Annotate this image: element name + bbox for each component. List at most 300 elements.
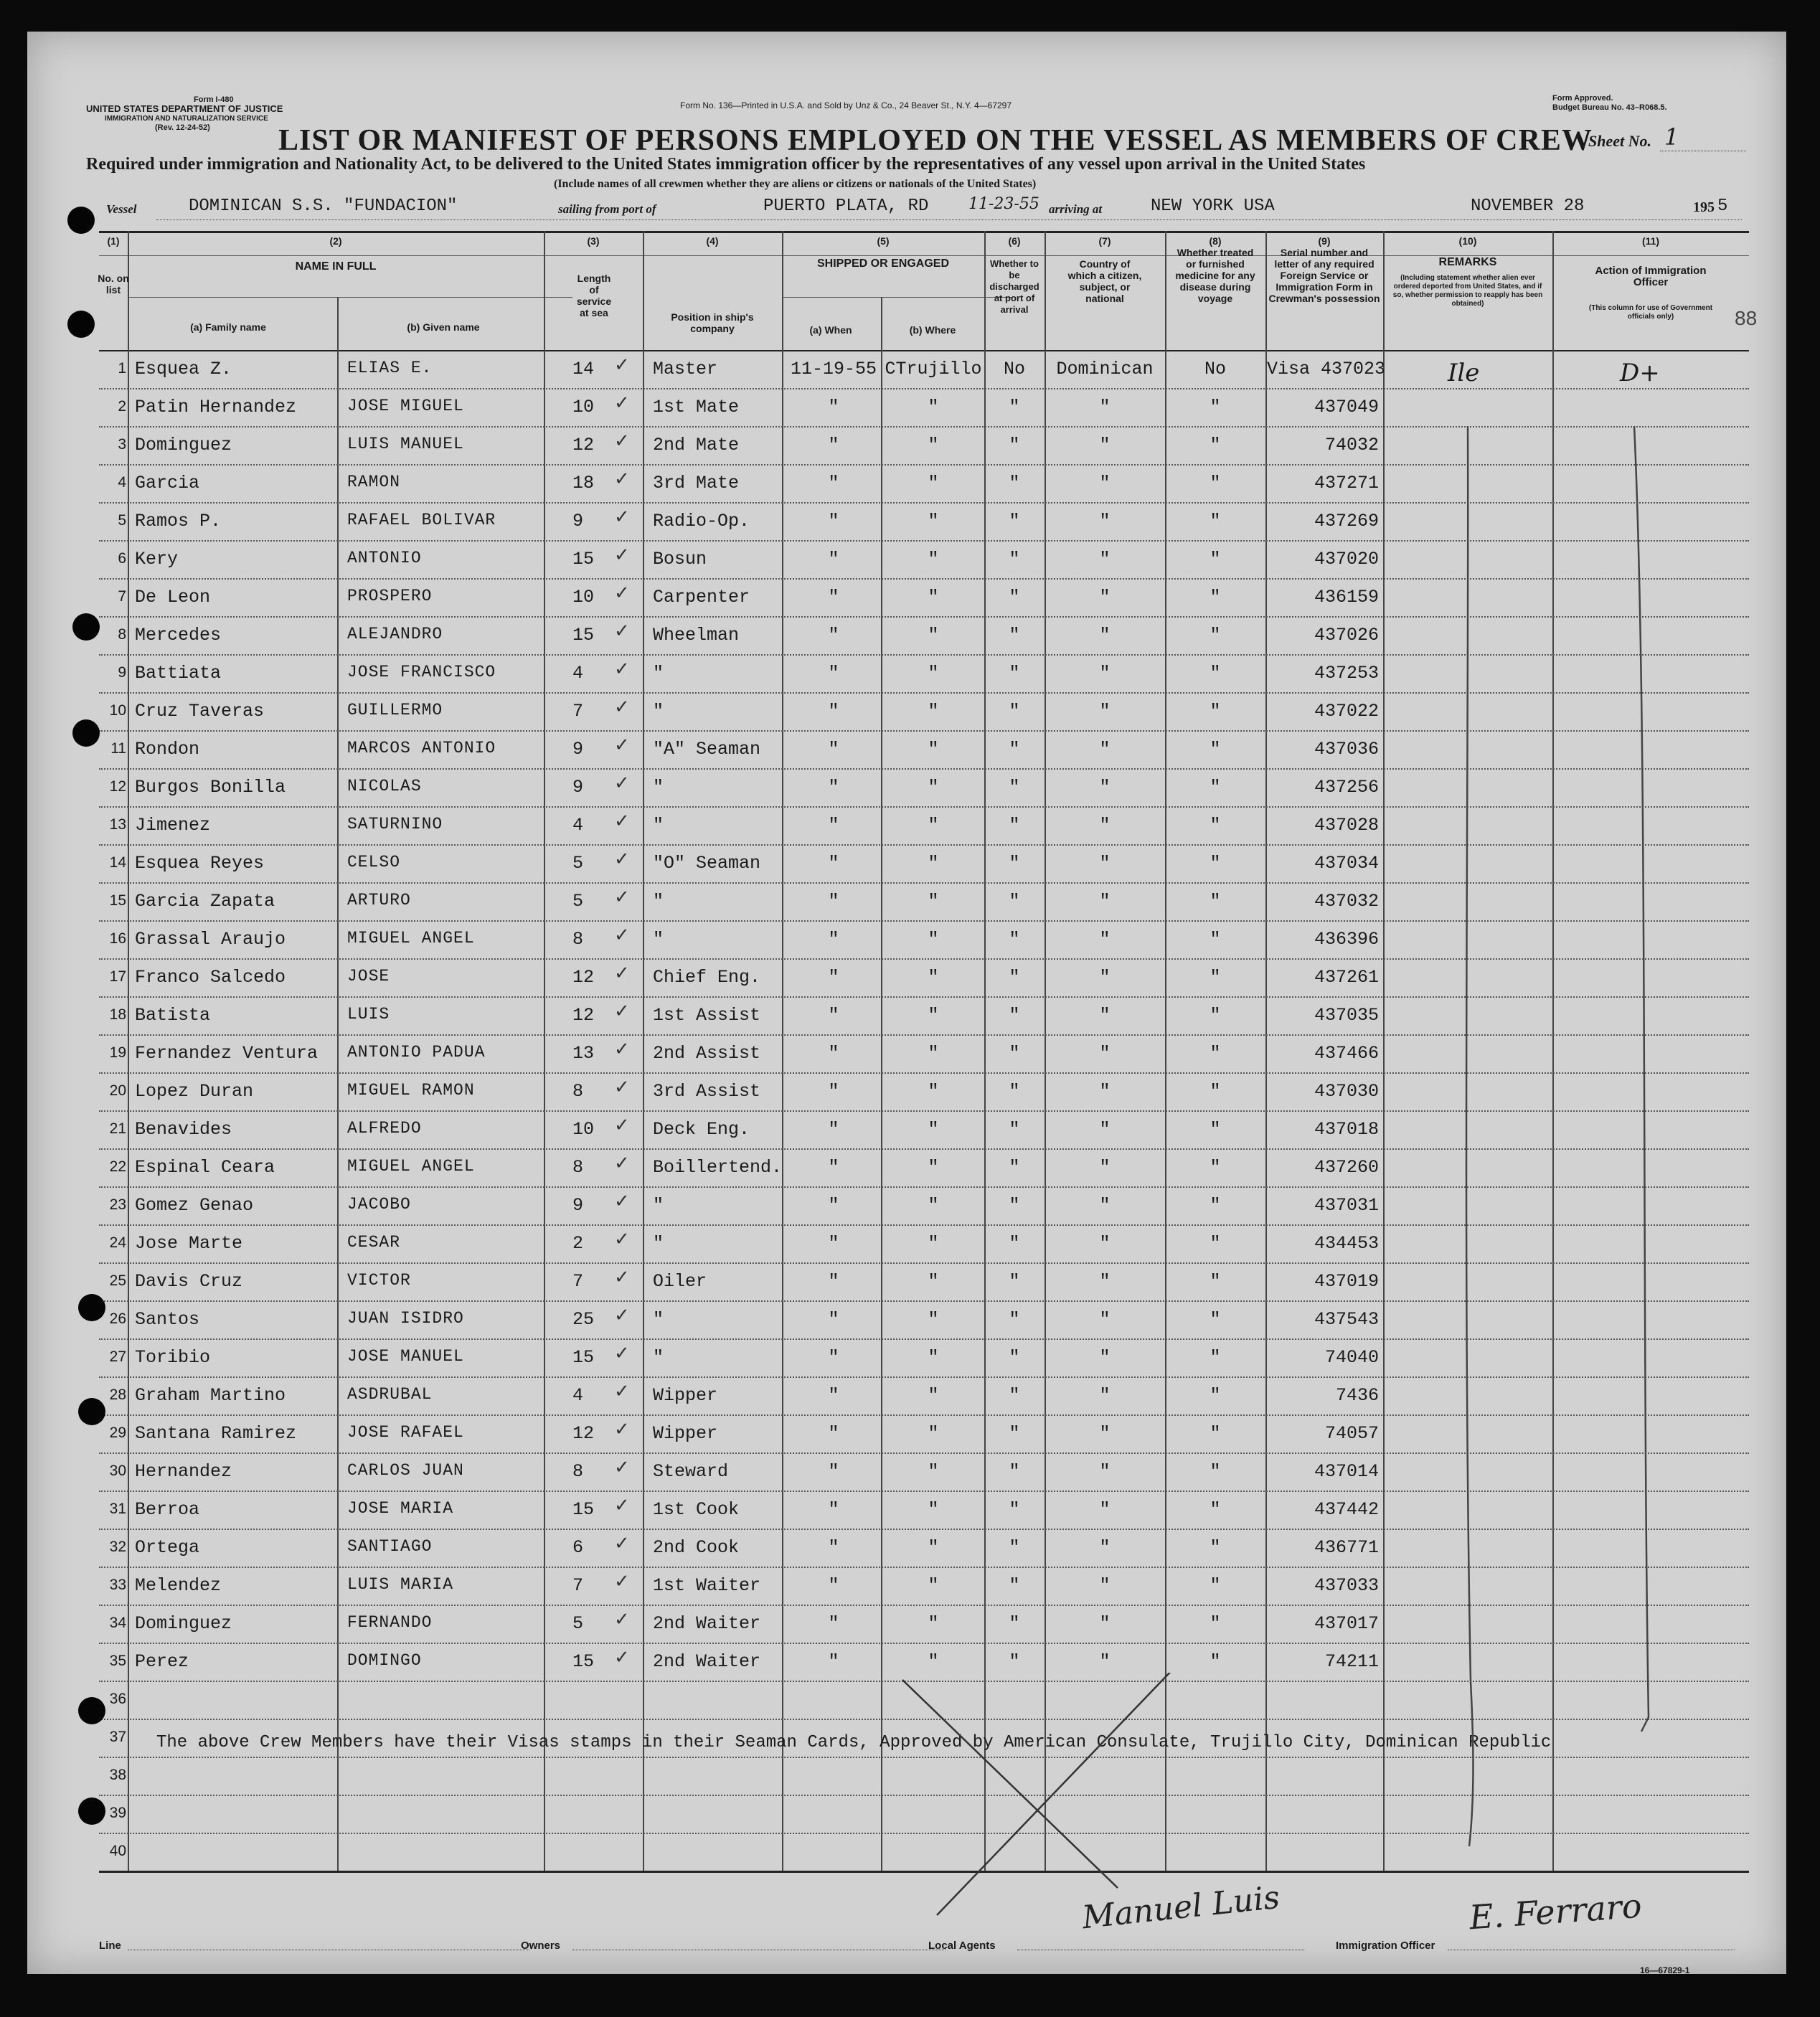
medicine-cell: " xyxy=(1210,1385,1221,1406)
service-cell: 9 xyxy=(572,1195,584,1216)
medicine-cell: " xyxy=(1210,1347,1221,1368)
serial-cell: 437034 xyxy=(1314,853,1379,874)
service-cell: 18 xyxy=(572,473,595,493)
check-mark-icon: ✓ xyxy=(614,773,630,794)
serial-cell: 437020 xyxy=(1314,549,1379,570)
medicine-cell: " xyxy=(1210,1309,1221,1330)
immigration-officer-signature: E. Ferraro xyxy=(1468,1886,1644,1937)
country-cell: " xyxy=(1099,587,1111,608)
col11-note: (This column for use of Government officials only) xyxy=(1588,304,1713,321)
country-cell: " xyxy=(1099,1613,1111,1634)
vessel-name: DOMINICAN S.S. "FUNDACION" xyxy=(189,197,458,216)
form-number: Form I-480 xyxy=(194,95,234,104)
discharged-cell: " xyxy=(1009,1651,1020,1672)
when-cell: " xyxy=(828,1385,839,1406)
medicine-cell: " xyxy=(1210,1195,1221,1216)
serial-cell: 437261 xyxy=(1314,967,1379,988)
check-mark-icon: ✓ xyxy=(614,1343,630,1364)
col5-num: (5) xyxy=(877,235,890,247)
service-cell: 6 xyxy=(572,1537,584,1558)
line-number: 17 xyxy=(109,968,126,985)
service-cell: 9 xyxy=(572,777,584,798)
country-cell: " xyxy=(1099,777,1111,798)
country-cell: " xyxy=(1099,929,1111,950)
country-cell: " xyxy=(1099,549,1111,570)
family-name-cell: Perez xyxy=(135,1651,189,1672)
position-cell: " xyxy=(653,701,664,722)
where-cell: " xyxy=(928,1119,939,1140)
country-cell: " xyxy=(1099,625,1111,646)
col10-header: REMARKS xyxy=(1438,256,1497,268)
where-cell: " xyxy=(928,1347,939,1368)
country-cell: " xyxy=(1099,1195,1111,1216)
department-line-3: (Rev. 12-24-52) xyxy=(155,123,210,132)
family-name-cell: Jose Marte xyxy=(135,1233,243,1254)
line-number: 1 xyxy=(118,360,126,377)
given-name-cell: JOSE RAFAEL xyxy=(347,1423,464,1442)
serial-cell: 437032 xyxy=(1314,891,1379,912)
medicine-cell: " xyxy=(1210,587,1221,608)
when-cell: " xyxy=(828,967,839,988)
discharged-cell: " xyxy=(1009,1575,1020,1596)
col11-num: (11) xyxy=(1641,235,1660,247)
country-cell: Dominican xyxy=(1056,359,1154,379)
position-cell: " xyxy=(653,815,664,836)
when-cell: " xyxy=(828,1651,839,1672)
given-name-cell: MIGUEL ANGEL xyxy=(347,929,475,948)
given-name-cell: JOSE xyxy=(347,967,390,986)
page-note: (Include names of all crewmen whether they are aliens or citizens or nationals of the United States) xyxy=(554,178,1037,190)
country-cell: " xyxy=(1099,739,1111,760)
country-cell: " xyxy=(1099,1347,1111,1368)
check-mark-icon: ✓ xyxy=(614,1077,630,1098)
sheet-number: 1 xyxy=(1664,123,1679,151)
line-number: 13 xyxy=(109,816,126,833)
when-cell: 11-19-55 xyxy=(790,359,877,379)
given-name-cell: CELSO xyxy=(347,853,401,871)
where-cell: " xyxy=(928,1043,939,1064)
col5a-header: (a) When xyxy=(809,324,852,336)
given-name-cell: ELIAS E. xyxy=(347,359,433,377)
line-number: 40 xyxy=(109,1843,126,1859)
service-cell: 7 xyxy=(572,701,584,722)
serial-cell: 437271 xyxy=(1314,473,1379,493)
col6-num: (6) xyxy=(1008,235,1021,247)
country-cell: " xyxy=(1099,1537,1111,1558)
discharged-cell: " xyxy=(1009,1385,1020,1406)
family-name-cell: Melendez xyxy=(135,1575,222,1596)
discharged-cell: " xyxy=(1009,1499,1020,1520)
position-cell: " xyxy=(653,777,664,798)
serial-cell: 437253 xyxy=(1314,663,1379,684)
when-cell: " xyxy=(828,1157,839,1178)
check-mark-icon: ✓ xyxy=(614,887,630,908)
line-number: 12 xyxy=(109,778,126,795)
position-cell: 2nd Cook xyxy=(653,1537,740,1558)
binder-hole xyxy=(78,1798,105,1825)
service-cell: 9 xyxy=(572,511,584,532)
discharged-cell: " xyxy=(1009,1195,1020,1216)
year-suffix: 5 xyxy=(1717,197,1728,216)
position-cell: "O" Seaman xyxy=(653,853,761,874)
serial-cell: 437017 xyxy=(1314,1613,1379,1634)
discharged-cell: " xyxy=(1009,777,1020,798)
family-name-cell: Rondon xyxy=(135,739,200,760)
when-cell: " xyxy=(828,929,839,950)
when-cell: " xyxy=(828,1613,839,1634)
medicine-cell: " xyxy=(1210,511,1221,532)
check-mark-icon: ✓ xyxy=(614,1115,630,1136)
line-number: 16 xyxy=(109,930,126,947)
discharged-cell: " xyxy=(1009,815,1020,836)
when-cell: " xyxy=(828,853,839,874)
discharged-cell: " xyxy=(1009,1537,1020,1558)
serial-cell: 437030 xyxy=(1314,1081,1379,1102)
service-cell: 15 xyxy=(572,1499,595,1520)
position-cell: " xyxy=(653,1309,664,1330)
given-name-cell: LUIS MANUEL xyxy=(347,435,464,453)
line-number: 27 xyxy=(109,1348,126,1365)
when-cell: " xyxy=(828,701,839,722)
medicine-cell: " xyxy=(1210,1233,1221,1254)
position-cell: Wipper xyxy=(653,1385,718,1406)
check-mark-icon: ✓ xyxy=(614,849,630,870)
family-name-cell: Patin Hernandez xyxy=(135,397,297,417)
medicine-cell: " xyxy=(1210,1461,1221,1482)
family-name-cell: Graham Martino xyxy=(135,1385,286,1406)
service-cell: 4 xyxy=(572,1385,584,1406)
serial-cell: 437543 xyxy=(1314,1309,1379,1330)
discharged-cell: " xyxy=(1009,1271,1020,1292)
binder-hole xyxy=(67,311,95,338)
medicine-cell: " xyxy=(1210,891,1221,912)
discharged-cell: " xyxy=(1009,435,1020,455)
where-cell: " xyxy=(928,1537,939,1558)
serial-cell: 437035 xyxy=(1314,1005,1379,1026)
service-cell: 4 xyxy=(572,663,584,684)
medicine-cell: " xyxy=(1210,663,1221,684)
position-cell: Master xyxy=(653,359,718,379)
when-cell: " xyxy=(828,435,839,455)
check-mark-icon: ✓ xyxy=(614,544,630,566)
given-name-cell: RAMON xyxy=(347,473,401,491)
check-mark-icon: ✓ xyxy=(614,1305,630,1326)
given-name-cell: ANTONIO PADUA xyxy=(347,1043,486,1062)
col8-header: Whether treated or furnished medicine for any disease during voyage xyxy=(1175,247,1255,304)
page-title: LIST OR MANIFEST OF PERSONS EMPLOYED ON THE VESSEL AS MEMBERS OF CREW xyxy=(278,124,1593,157)
line-number: 32 xyxy=(109,1539,126,1555)
line-number: 7 xyxy=(118,588,126,605)
margin-number: 88 xyxy=(1735,307,1758,329)
where-cell: " xyxy=(928,815,939,836)
family-name-cell: De Leon xyxy=(135,587,211,608)
where-cell: " xyxy=(928,587,939,608)
discharged-cell: " xyxy=(1009,1423,1020,1444)
service-cell: 7 xyxy=(572,1271,584,1292)
family-name-cell: Davis Cruz xyxy=(135,1271,243,1292)
where-cell: CTrujillo xyxy=(885,359,982,379)
discharged-cell: " xyxy=(1009,853,1020,874)
given-name-cell: ARTURO xyxy=(347,891,411,910)
medicine-cell: " xyxy=(1210,1613,1221,1634)
given-name-cell: MARCOS ANTONIO xyxy=(347,739,496,757)
remarks-pen-line xyxy=(1433,376,1706,1868)
line-number: 39 xyxy=(109,1805,126,1821)
family-name-cell: Esquea Z. xyxy=(135,359,232,379)
serial-cell: 74211 xyxy=(1324,1651,1379,1672)
col7-header: Country of which a citizen, subject, or national xyxy=(1067,258,1142,304)
given-name-cell: MIGUEL ANGEL xyxy=(347,1157,475,1176)
country-cell: " xyxy=(1099,1575,1111,1596)
strike-mark xyxy=(874,1673,1175,1931)
family-name-cell: Jimenez xyxy=(135,815,211,836)
line-number: 3 xyxy=(118,436,126,453)
service-cell: 15 xyxy=(572,625,595,646)
line-number: 20 xyxy=(109,1082,126,1099)
position-cell: Steward xyxy=(653,1461,729,1482)
discharged-cell: " xyxy=(1009,891,1020,912)
line-label: Line xyxy=(99,1940,121,1952)
where-cell: " xyxy=(928,1575,939,1596)
position-cell: 2nd Assist xyxy=(653,1043,761,1064)
check-mark-icon: ✓ xyxy=(614,734,630,756)
position-cell: Carpenter xyxy=(653,587,750,608)
medicine-cell: " xyxy=(1210,1005,1221,1026)
family-name-cell: Battiata xyxy=(135,663,222,684)
where-cell: " xyxy=(928,1271,939,1292)
service-cell: 15 xyxy=(572,1347,595,1368)
position-cell: Oiler xyxy=(653,1271,707,1292)
check-mark-icon: ✓ xyxy=(614,696,630,718)
discharged-cell: " xyxy=(1009,739,1020,760)
line-number: 38 xyxy=(109,1767,126,1783)
when-cell: " xyxy=(828,1309,839,1330)
line-number: 4 xyxy=(118,474,126,491)
remarks-cell: Ile xyxy=(1448,359,1480,387)
when-cell: " xyxy=(828,815,839,836)
service-cell: 25 xyxy=(572,1309,595,1330)
col4-num: (4) xyxy=(706,235,719,247)
family-name-cell: Grassal Araujo xyxy=(135,929,286,950)
when-cell: " xyxy=(828,625,839,646)
arrival-date: NOVEMBER 28 xyxy=(1471,197,1585,216)
discharged-cell: " xyxy=(1009,1043,1020,1064)
when-cell: " xyxy=(828,1575,839,1596)
discharged-cell: " xyxy=(1009,1081,1020,1102)
position-cell: " xyxy=(653,1195,664,1216)
family-name-cell: Kery xyxy=(135,549,179,570)
discharged-cell: " xyxy=(1009,1119,1020,1140)
medicine-cell: " xyxy=(1210,853,1221,874)
discharged-cell: " xyxy=(1009,663,1020,684)
country-cell: " xyxy=(1099,1309,1111,1330)
family-name-cell: Batista xyxy=(135,1005,211,1026)
line-number: 18 xyxy=(109,1006,126,1023)
when-cell: " xyxy=(828,549,839,570)
medicine-cell: " xyxy=(1210,815,1221,836)
check-mark-icon: ✓ xyxy=(614,1001,630,1022)
binder-hole xyxy=(78,1294,105,1321)
given-name-cell: SATURNINO xyxy=(347,815,443,833)
country-cell: " xyxy=(1099,701,1111,722)
check-mark-icon: ✓ xyxy=(614,1153,630,1174)
where-cell: " xyxy=(928,967,939,988)
where-cell: " xyxy=(928,1461,939,1482)
check-mark-icon: ✓ xyxy=(614,1191,630,1212)
col7-num: (7) xyxy=(1098,235,1111,247)
service-cell: 4 xyxy=(572,815,584,836)
serial-cell: 74040 xyxy=(1324,1347,1379,1368)
family-name-cell: Berroa xyxy=(135,1499,200,1520)
when-cell: " xyxy=(828,777,839,798)
where-cell: " xyxy=(928,929,939,950)
where-cell: " xyxy=(928,435,939,455)
position-cell: 2nd Waiter xyxy=(653,1651,761,1672)
given-name-cell: GUILLERMO xyxy=(347,701,443,719)
col3-header: Length of service at sea xyxy=(576,273,612,318)
family-name-cell: Lopez Duran xyxy=(135,1081,254,1102)
country-cell: " xyxy=(1099,1651,1111,1672)
line-number: 25 xyxy=(109,1272,126,1289)
service-cell: 5 xyxy=(572,1613,584,1634)
family-name-cell: Garcia Zapata xyxy=(135,891,275,912)
port-to: NEW YORK USA xyxy=(1151,197,1275,216)
medicine-cell: " xyxy=(1210,1043,1221,1064)
discharged-cell: " xyxy=(1009,1347,1020,1368)
col2a-header: (a) Family name xyxy=(190,321,266,333)
arriving-label: arriving at xyxy=(1049,202,1103,216)
medicine-cell: " xyxy=(1210,929,1221,950)
family-name-cell: Fernandez Ventura xyxy=(135,1043,319,1064)
family-name-cell: Santana Ramirez xyxy=(135,1423,297,1444)
line-number: 37 xyxy=(109,1729,126,1745)
vessel-label: Vessel xyxy=(106,202,137,216)
serial-cell: 437022 xyxy=(1314,701,1379,722)
col10-num: (10) xyxy=(1458,235,1477,247)
col5b-header: (b) Where xyxy=(909,324,956,336)
given-name-cell: MIGUEL RAMON xyxy=(347,1081,475,1100)
check-mark-icon: ✓ xyxy=(614,430,630,452)
when-cell: " xyxy=(828,1233,839,1254)
check-mark-icon: ✓ xyxy=(614,1533,630,1554)
department-line-2: IMMIGRATION AND NATURALIZATION SERVICE xyxy=(105,115,268,123)
where-cell: " xyxy=(928,1423,939,1444)
service-cell: 10 xyxy=(572,587,595,608)
position-cell: Chief Eng. xyxy=(653,967,761,988)
discharged-cell: " xyxy=(1009,511,1020,532)
given-name-cell: LUIS xyxy=(347,1005,390,1024)
line-number: 22 xyxy=(109,1158,126,1175)
col6-header: Whether to be discharged at port of arrival xyxy=(989,258,1039,315)
sheet-label: Sheet No. xyxy=(1588,132,1651,150)
when-cell: " xyxy=(828,739,839,760)
serial-cell: 437269 xyxy=(1314,511,1379,532)
serial-cell: 7436 xyxy=(1335,1385,1379,1406)
line-number: 28 xyxy=(109,1387,126,1403)
given-name-cell: FERNANDO xyxy=(347,1613,433,1632)
serial-cell: 74032 xyxy=(1324,435,1379,455)
action-cell: D+ xyxy=(1620,359,1660,387)
country-cell: " xyxy=(1099,967,1111,988)
line-number: 19 xyxy=(109,1044,126,1061)
given-name-cell: ALFREDO xyxy=(347,1119,422,1138)
line-number: 29 xyxy=(109,1425,126,1441)
line-number: 9 xyxy=(118,664,126,681)
check-mark-icon: ✓ xyxy=(614,1647,630,1668)
country-cell: " xyxy=(1099,1385,1111,1406)
check-mark-icon: ✓ xyxy=(614,506,630,528)
serial-cell: 437036 xyxy=(1314,739,1379,760)
medicine-cell: " xyxy=(1210,739,1221,760)
line-number: 11 xyxy=(110,740,126,757)
position-cell: Wheelman xyxy=(653,625,740,646)
check-mark-icon: ✓ xyxy=(614,468,630,490)
country-cell: " xyxy=(1099,435,1111,455)
check-mark-icon: ✓ xyxy=(614,1381,630,1402)
given-name-cell: JOSE MARIA xyxy=(347,1499,454,1518)
when-cell: " xyxy=(828,587,839,608)
service-cell: 10 xyxy=(572,397,595,417)
port-from: PUERTO PLATA, RD xyxy=(763,197,929,216)
discharged-cell: " xyxy=(1009,1233,1020,1254)
serial-cell: 437442 xyxy=(1314,1499,1379,1520)
country-cell: " xyxy=(1099,473,1111,493)
country-cell: " xyxy=(1099,397,1111,417)
immigration-officer-label: Immigration Officer xyxy=(1336,1940,1435,1952)
binder-hole xyxy=(78,1697,105,1724)
discharged-cell: " xyxy=(1009,1613,1020,1634)
check-mark-icon: ✓ xyxy=(614,1229,630,1250)
check-mark-icon: ✓ xyxy=(614,1571,630,1592)
position-cell: 3rd Mate xyxy=(653,473,740,493)
when-cell: " xyxy=(828,397,839,417)
medicine-cell: " xyxy=(1210,435,1221,455)
where-cell: " xyxy=(928,625,939,646)
family-name-cell: Santos xyxy=(135,1309,200,1330)
family-name-cell: Franco Salcedo xyxy=(135,967,286,988)
service-cell: 12 xyxy=(572,1005,595,1026)
discharged-cell: " xyxy=(1009,397,1020,417)
medicine-cell: " xyxy=(1210,625,1221,646)
where-cell: " xyxy=(928,1499,939,1520)
when-cell: " xyxy=(828,473,839,493)
where-cell: " xyxy=(928,1613,939,1634)
col2-num: (2) xyxy=(329,235,342,247)
when-cell: " xyxy=(828,1271,839,1292)
serial-cell: 74057 xyxy=(1324,1423,1379,1444)
position-cell: Boillertend. xyxy=(653,1157,783,1178)
check-mark-icon: ✓ xyxy=(614,1267,630,1288)
col2-header: NAME IN FULL xyxy=(295,260,377,273)
when-cell: " xyxy=(828,663,839,684)
sailing-date: 11-23-55 xyxy=(968,195,1039,213)
where-cell: " xyxy=(928,1651,939,1672)
col9-num: (9) xyxy=(1318,235,1331,247)
family-name-cell: Ramos P. xyxy=(135,511,222,532)
serial-cell: 437028 xyxy=(1314,815,1379,836)
binder-hole xyxy=(78,1398,105,1425)
where-cell: " xyxy=(928,1309,939,1330)
country-cell: " xyxy=(1099,891,1111,912)
serial-cell: 437018 xyxy=(1314,1119,1379,1140)
service-cell: 12 xyxy=(572,435,595,455)
medicine-cell: " xyxy=(1210,1423,1221,1444)
discharged-cell: " xyxy=(1009,1157,1020,1178)
position-cell: 1st Cook xyxy=(653,1499,740,1520)
given-name-cell: JACOBO xyxy=(347,1195,411,1214)
page-subtitle: Required under immigration and Nationality Act, to be delivered to the United States immigration officer by the representatives of any vessel upon arrival in the United States xyxy=(86,155,1366,174)
check-mark-icon: ✓ xyxy=(614,392,630,414)
